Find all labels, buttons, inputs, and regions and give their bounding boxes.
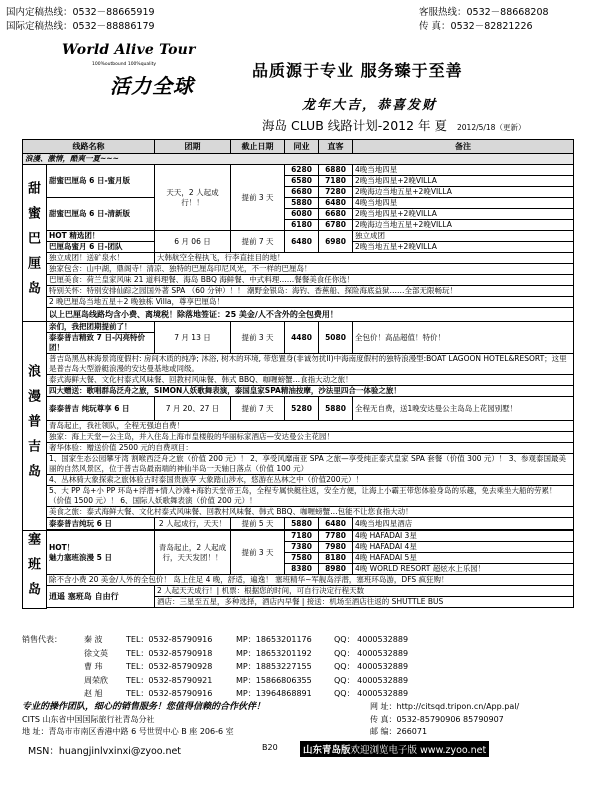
price-note: 4晚当地四星 <box>353 198 574 209</box>
greeting: 龙年大吉，恭喜发财 <box>302 98 438 113</box>
phuket-feature: 泰式海鲜大餐、文化村泰式风味餐、回教村风味餐、韩式 BBQ、咖喱螃蟹…食指大动之旅！ <box>47 375 574 386</box>
price-trade: 6680 <box>285 187 319 198</box>
price-note: 4晚当地四星 <box>353 165 574 176</box>
price-trade: 6080 <box>285 209 319 220</box>
intl-hotline: 国际定稿热线：0532－88886179 <box>6 21 155 32</box>
phuket-hot-label: 亲们，我把团期提前了！ <box>47 322 155 333</box>
bali-feature: 独立成团！送矿泉水！ <box>47 253 155 264</box>
sales-rep-row <box>36 647 576 661</box>
col-route: 线路名称 <box>23 140 155 154</box>
col-trade: 同业 <box>285 140 319 154</box>
logo-english: World Alive Tour <box>62 42 196 58</box>
route-phuket-6day[interactable]: 泰泰普吉纯玩 6 日 <box>47 518 155 530</box>
rep-mobile: MP：18853227155 <box>236 662 312 671</box>
price-note: 4晚 WORLD RESORT 超炫水上乐园！ <box>353 564 574 575</box>
bali-hot-label: HOT 精选团！ <box>47 231 155 242</box>
phuket-feature: 1、国家生态公园攀牙湾 割喉西泛舟之旅（价值 200 元）！ 2、享受风靡南亚 SPA 之旅—享受纯正泰式皇家 SPA 套餐（价值 300 元）！ 3、参观泰国最美丽的自然风景区，位于普吉岛最南端的神仙半岛一天轴日落点（价值 100 元） <box>47 454 574 475</box>
price-direct: 8180 <box>319 553 353 564</box>
price-trade: 6580 <box>285 176 319 187</box>
phuket-deadline-1: 提前 3 天 <box>231 322 285 354</box>
table-header-row <box>23 140 574 154</box>
price-direct: 6880 <box>319 165 353 176</box>
region-phuket: 浪漫普吉岛 <box>23 322 47 531</box>
saipan-feature: 除不含小费 20 美金/人外的全包价！ 岛上住足 4 晚，舒适，遍逸！ 塞班精华~军舰岛浮潜，塞班环岛游，DFS 疯狂购！ <box>47 575 574 586</box>
footer-company: CITS 山东省中国国际旅行社青岛分社 <box>22 714 155 724</box>
rep-tel: TEL：0532-85790918 <box>126 648 213 658</box>
saipan-schedule: 青岛起止，2 人起成行，天天发团！！ <box>155 531 231 575</box>
phuket-feature: 普吉岛黑丛林海景湾度假村: 房间木质的纯净; 沐浴, 树木的环境, 带您置身(非诚勿扰II)中海南度假村的独特浪漫型:BOAT LAGOON HOTEL&RESORT；这里是普吉岛大型游艇浪漫的安达曼基地或同级。 <box>47 354 574 375</box>
saipan-hot-label: HOT！ <box>49 542 75 552</box>
bali-hot-deadline: 提前 7 天 <box>231 231 285 253</box>
footer-address: 地 址：青岛市市南区香港中路 6 号世贸中心 B 座 206-6 室 <box>22 727 234 736</box>
price-trade: 7380 <box>285 542 319 553</box>
rep-name: 周荣欣 <box>84 675 108 685</box>
phuket-feature: 独家：海上天堂—公主岛，并入住岛上海市皇楼般的华丽标家酒店—安达曼公主花园！ <box>47 432 574 443</box>
footer-postcode: 邮 编：266071 <box>370 727 428 736</box>
phuket-feature: 奢华体验：赠送价值 2500 元的自费项目： <box>47 443 574 454</box>
price-direct: 6680 <box>319 209 353 220</box>
bali-feature: 大韩航空全程执飞，行李直挂目的地！ <box>155 253 574 264</box>
sales-reps <box>22 633 576 701</box>
page-number: B20 <box>262 743 278 752</box>
price-direct: 5880 <box>319 397 353 421</box>
route-bali-group[interactable]: 巴厘岛蜜月 6 日-团队 <box>47 242 155 253</box>
rep-qq: QQ： 4000532889 <box>334 675 409 685</box>
price-note: 4晚当地四星酒店 <box>353 518 574 530</box>
sales-rep-row <box>36 687 576 701</box>
route-bali-honeymoon[interactable]: 甜蜜巴厘岛 6 日-蜜月版 <box>47 165 155 198</box>
sales-rep-row <box>36 660 576 674</box>
phuket-date-1: 7 月 13 日 <box>155 322 231 354</box>
price-trade: 4480 <box>285 322 319 354</box>
rep-name: 徐文英 <box>84 648 108 658</box>
price-note: 独立成团 <box>353 231 574 242</box>
sales-label: 销售代表： <box>22 635 62 644</box>
route-phuket-premium[interactable]: 泰泰普吉 纯玩尊享 6 日 <box>47 397 155 421</box>
price-note: 2晚海边当地五星+2晚VILLA <box>353 187 574 198</box>
rep-qq: QQ： 4000532889 <box>334 662 409 671</box>
price-direct: 5080 <box>319 322 353 354</box>
saipan-free-detail: 2 人起天天成行！| 机票：根据您的时间，可自行决定行程天数 <box>155 586 574 597</box>
price-direct: 7980 <box>319 542 353 553</box>
phuket-date-3: 2 人起成行，天天！ <box>155 518 231 530</box>
region-saipan: 塞班岛 <box>23 531 47 609</box>
fax-number: 传 真：0532－82821226 <box>419 21 533 32</box>
plan-title-text: 海岛 CLUB 线路计划-2012 年 夏 <box>262 118 448 133</box>
service-hotline: 客服热线：0532－88668208 <box>419 7 549 18</box>
company-footer <box>22 701 573 739</box>
bali-feature: 特别关怀：特别安排仙踪之园国外著 SPA （60 分钟）！！ 潮野金银岛：海钓、香蕉船、探险海底益狱……全部无限畅玩！ <box>47 286 574 297</box>
rep-tel: TEL：0532-85790928 <box>126 662 213 671</box>
phuket-deadline-2: 提前 7 天 <box>231 397 285 421</box>
price-trade: 8380 <box>285 564 319 575</box>
slogan: 品质源于专业 服务臻于至善 <box>252 61 463 80</box>
price-trade: 5280 <box>285 397 319 421</box>
footer-slogan: 专业的操作团队，细心的销售服务！您值得信赖的合作伙伴！ <box>22 702 266 712</box>
price-note: 全包价！高品超值！特价！ <box>353 322 574 354</box>
bali-deadline: 提前 3 天 <box>231 165 285 231</box>
phuket-deadline-3: 提前 5 天 <box>231 518 285 530</box>
phuket-feature: 4、丛林骑大象探索之旅体验古时泰国贵族享 大象踏山涉水，悠游在丛林之中（价值200元）！ <box>47 475 574 486</box>
price-trade: 6280 <box>285 165 319 176</box>
edition-label <box>300 741 489 757</box>
company-logo <box>62 40 222 110</box>
footer-website[interactable]: 网 址：http://citsqd.tripon.cn/App.pal/ <box>370 702 520 711</box>
rep-name: 曹 玮 <box>84 662 103 671</box>
plan-title <box>262 116 525 134</box>
rep-mobile: MP：15866806355 <box>236 675 312 685</box>
route-bali-fresh[interactable]: 甜蜜巴厘岛 6 日-清新版 <box>47 198 155 231</box>
page-header <box>6 40 589 136</box>
saipan-deadline: 提前 3 天 <box>231 531 285 575</box>
bali-summary: 以上巴厘岛线路均含小费、离境税！除落地签证：25 美金/人不含外的全包费用！ <box>47 308 574 322</box>
bali-hot-date: 6 月 06 日 <box>155 231 231 253</box>
route-saipan[interactable] <box>47 531 155 575</box>
phuket-feature: 四大赠送：歌唱群岛泛舟之旅，SIMON人妖歌舞表演，泰国皇家SPA精油按摩，沙法里四合一体验之旅！ <box>47 386 574 397</box>
price-direct: 6780 <box>319 220 353 231</box>
price-direct: 8980 <box>319 564 353 575</box>
price-direct: 7180 <box>319 176 353 187</box>
bottom-bar <box>0 741 595 757</box>
price-note: 2晚当地五星+2晚VILLA <box>353 242 574 253</box>
price-direct: 6980 <box>319 231 353 253</box>
rep-qq: QQ： 4000532889 <box>334 635 409 644</box>
price-note: 4晚 HAFADAI 4星 <box>353 542 574 553</box>
price-note: 全程无自费，送1晚安达曼公主岛岛上花园别墅！ <box>353 397 574 421</box>
edition-link[interactable]: 欢迎浏览电子版 www.zyoo.net <box>350 745 487 756</box>
sales-rep-row <box>36 674 576 688</box>
price-note: 4晚 HAFADAI 5星 <box>353 553 574 564</box>
bali-feature: 巴厘美食：荷兰皇家风味 21 道料理餐、海岛 BBQ 海鲜餐、中式料理……餐餐美食任你选！ <box>47 275 574 286</box>
saipan-free-detail: 酒店：三星至五星，多种选择，酒店内早餐 | 接送：机场至酒店往返的 SHUTTLE BUS <box>155 597 574 608</box>
price-trade: 5880 <box>285 198 319 209</box>
price-note: 2晚海边当地五星+2晚VILLA <box>353 220 574 231</box>
price-note: 2晚当地四星+2晚VILLA <box>353 209 574 220</box>
price-trade: 7180 <box>285 531 319 542</box>
plan-date: 2012/5/18（更新） <box>457 123 526 132</box>
phuket-date-2: 7 月 20、27 日 <box>155 397 231 421</box>
bali-feature: 2 晚巴厘岛当地五星＋2 晚独栋 Villa，尊享巴厘岛！ <box>47 297 574 308</box>
price-direct: 7280 <box>319 187 353 198</box>
route-table <box>22 139 574 609</box>
price-note: 4晚 HAFADAI 3星 <box>353 531 574 542</box>
rep-tel: TEL：0532-85790916 <box>126 635 213 644</box>
bali-schedule: 天天，2 人起成行！！ <box>155 165 231 231</box>
hotline-bar <box>6 6 589 34</box>
saipan-route-name: 魅力塞班浪漫 5 日 <box>49 552 112 562</box>
col-deadline: 截止日期 <box>231 140 285 154</box>
rep-qq: QQ： 4000532889 <box>334 648 409 658</box>
domestic-hotline: 国内定稿热线：0532－88665919 <box>6 7 155 18</box>
edition-name: 山东青岛版 <box>303 745 351 756</box>
rep-tel: TEL：0532-85790921 <box>126 675 213 685</box>
price-trade: 7580 <box>285 553 319 564</box>
footer-fax: 传 真：0532-85790906 85790907 <box>370 714 504 724</box>
logo-subtitle: 100%outbound 100%quality <box>92 62 157 67</box>
rep-name: 赵 旭 <box>84 689 103 698</box>
route-phuket-7day[interactable]: 泰泰普吉精致 7 日-闪亮特价团！ <box>47 333 155 354</box>
rep-tel: TEL：0532-85790916 <box>126 689 213 698</box>
price-note: 2晚当地四星+2晚VILLA <box>353 176 574 187</box>
rep-mobile: MP：13964868891 <box>236 689 312 698</box>
col-date: 团期 <box>155 140 231 154</box>
phuket-feature: 5、大 PP 岛+小 PP 环岛+浮潜+情人沙滩+海豹天堂帝王岛，全程专属快艇往返，安全方便，让海上小霸王带您体验身岛的乐趣，免去乘坐大船的劳累！（价值 1500 元）！ 6、国际人妖歌舞表演（价值 200 元）！ <box>47 486 574 507</box>
rep-mobile: MP：18653201192 <box>236 648 312 658</box>
phuket-feature: 青岛起止，我社领队，全程无强迫自费！ <box>47 421 574 432</box>
price-direct: 6480 <box>319 198 353 209</box>
rep-qq: QQ： 4000532889 <box>334 689 409 698</box>
sales-rep-row <box>22 633 576 647</box>
logo-chinese: 活力全球 <box>110 74 194 98</box>
price-direct: 6480 <box>319 518 353 530</box>
col-direct: 直客 <box>319 140 353 154</box>
phuket-feature: 美食之旅：泰式海鲜大餐、文化村泰式风味餐、回教村风味餐、韩式 BBQ、咖喱螃蟹…包能不让您食指大动！ <box>47 507 574 518</box>
price-trade: 6480 <box>285 231 319 253</box>
banner: 浪漫、激情，酷爽一夏~~~ <box>23 154 574 165</box>
price-direct: 7780 <box>319 531 353 542</box>
rep-mobile: MP：18653201176 <box>236 635 312 644</box>
msn-contact: MSN：huangjinlvxinxi@zyoo.net <box>28 746 182 757</box>
rep-name: 秦 波 <box>84 635 103 644</box>
price-trade: 5880 <box>285 518 319 530</box>
price-trade: 6180 <box>285 220 319 231</box>
route-saipan-free[interactable]: 逍遥 塞班岛 自由行 <box>47 586 155 608</box>
col-note: 备注 <box>353 140 574 154</box>
bali-feature: 独家包含：山中湖，鼎阁寺！清凉、独特的巴厘岛印尼风光，不一样的巴厘岛！ <box>47 264 574 275</box>
region-bali: 甜蜜巴厘岛 <box>23 165 47 322</box>
